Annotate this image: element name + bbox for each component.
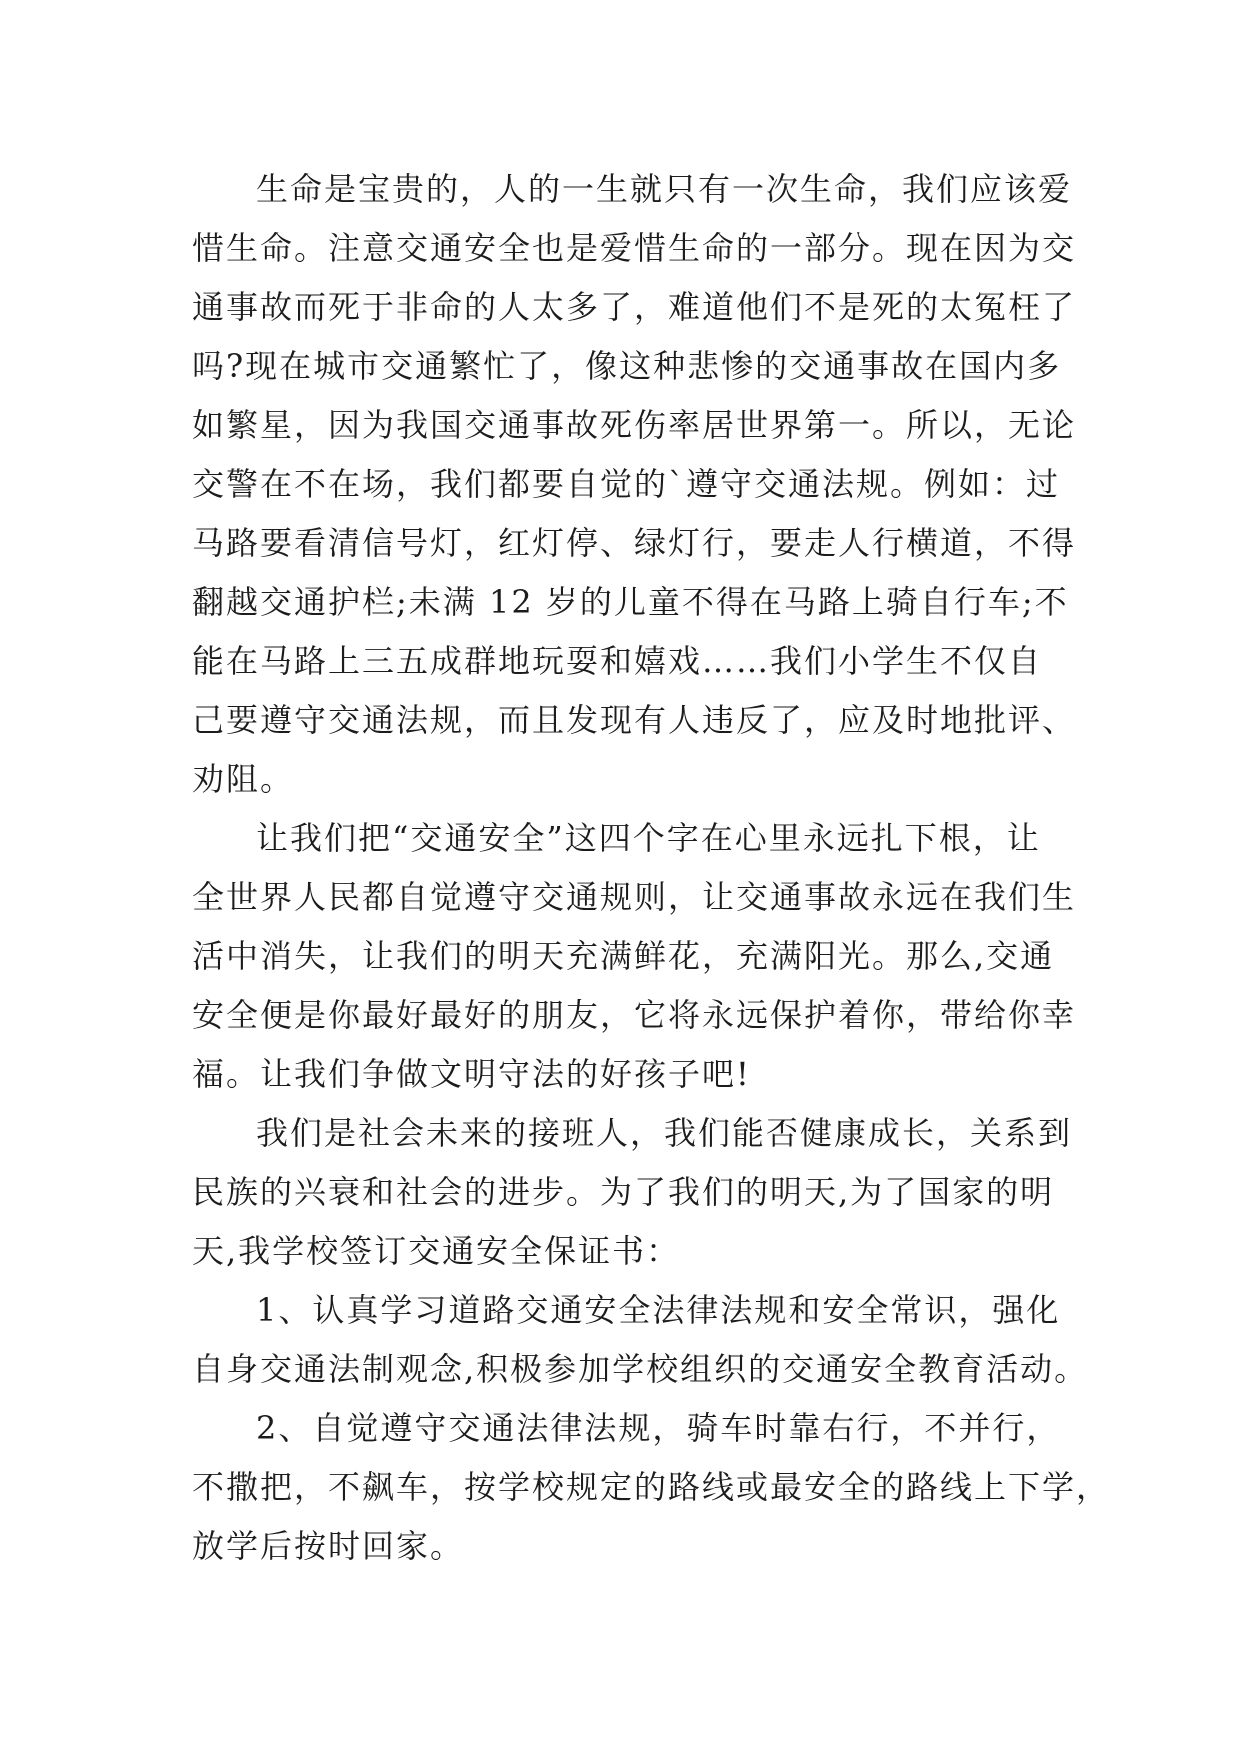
- text-line: 翻越交通护栏;未满 12 岁的儿童不得在马路上骑自行车;不: [192, 583, 1069, 621]
- text-line: 活中消失，让我们的明天充满鲜花，充满阳光。那么,交通: [192, 937, 1055, 975]
- text-line: 自身交通法制观念,积极参加学校组织的交通安全教育活动。: [192, 1350, 1089, 1388]
- text-line: 我们是社会未来的接班人，我们能否健康成长，关系到: [256, 1114, 1073, 1152]
- document-body: [192, 160, 1111, 1576]
- pledge-item-2: [192, 1399, 1111, 1576]
- text-line: 生命是宝贵的，人的一生就只有一次生命，我们应该爱: [256, 170, 1073, 208]
- text-line: 不撒把，不飙车，按学校规定的路线或最安全的路线上下学，: [192, 1468, 1111, 1506]
- text-line: 劝阻。: [192, 760, 295, 798]
- text-line: 通事故而死于非命的人太多了，难道他们不是死的太冤枉了: [192, 288, 1077, 326]
- text-line: 让我们把“交通安全”这四个字在心里永远扎下根，让: [256, 819, 1041, 857]
- text-line: 福。让我们争做文明守法的好孩子吧!: [192, 1055, 751, 1093]
- text-line: 如繁星，因为我国交通事故死伤率居世界第一。所以，无论: [192, 406, 1077, 444]
- text-line: 能在马路上三五成群地玩耍和嬉戏……我们小学生不仅自: [192, 642, 1043, 680]
- text-line: 惜生命。注意交通安全也是爱惜生命的一部分。现在因为交: [192, 229, 1077, 267]
- text-line: 放学后按时回家。: [192, 1527, 465, 1565]
- paragraph-cherish-life: [192, 160, 1092, 809]
- text-line: 吗?现在城市交通繁忙了，像这种悲惨的交通事故在国内多: [192, 347, 1062, 385]
- pledge-item-1: [192, 1281, 1092, 1399]
- paragraph-successors: [192, 1104, 1092, 1281]
- text-line: 2、自觉遵守交通法律法规，骑车时靠右行，不并行，: [256, 1409, 1061, 1447]
- text-line: 民族的兴衰和社会的进步。为了我们的明天,为了国家的明: [192, 1173, 1055, 1211]
- text-line: 安全便是你最好最好的朋友，它将永远保护着你，带给你幸: [192, 996, 1077, 1034]
- text-line: 交警在不在场，我们都要自觉的`遵守交通法规。例如：过: [192, 465, 1061, 503]
- text-line: 全世界人民都自觉遵守交通规则，让交通事故永远在我们生: [192, 878, 1077, 916]
- text-line: 1、认真学习道路交通安全法律法规和安全常识，强化: [256, 1291, 1061, 1329]
- text-line: 马路要看清信号灯，红灯停、绿灯行，要走人行横道，不得: [192, 524, 1077, 562]
- text-line: 天,我学校签订交通安全保证书：: [192, 1232, 681, 1270]
- text-line: 己要遵守交通法规，而且发现有人违反了，应及时地批评、: [192, 701, 1077, 739]
- paragraph-traffic-safety-roots: [192, 809, 1092, 1104]
